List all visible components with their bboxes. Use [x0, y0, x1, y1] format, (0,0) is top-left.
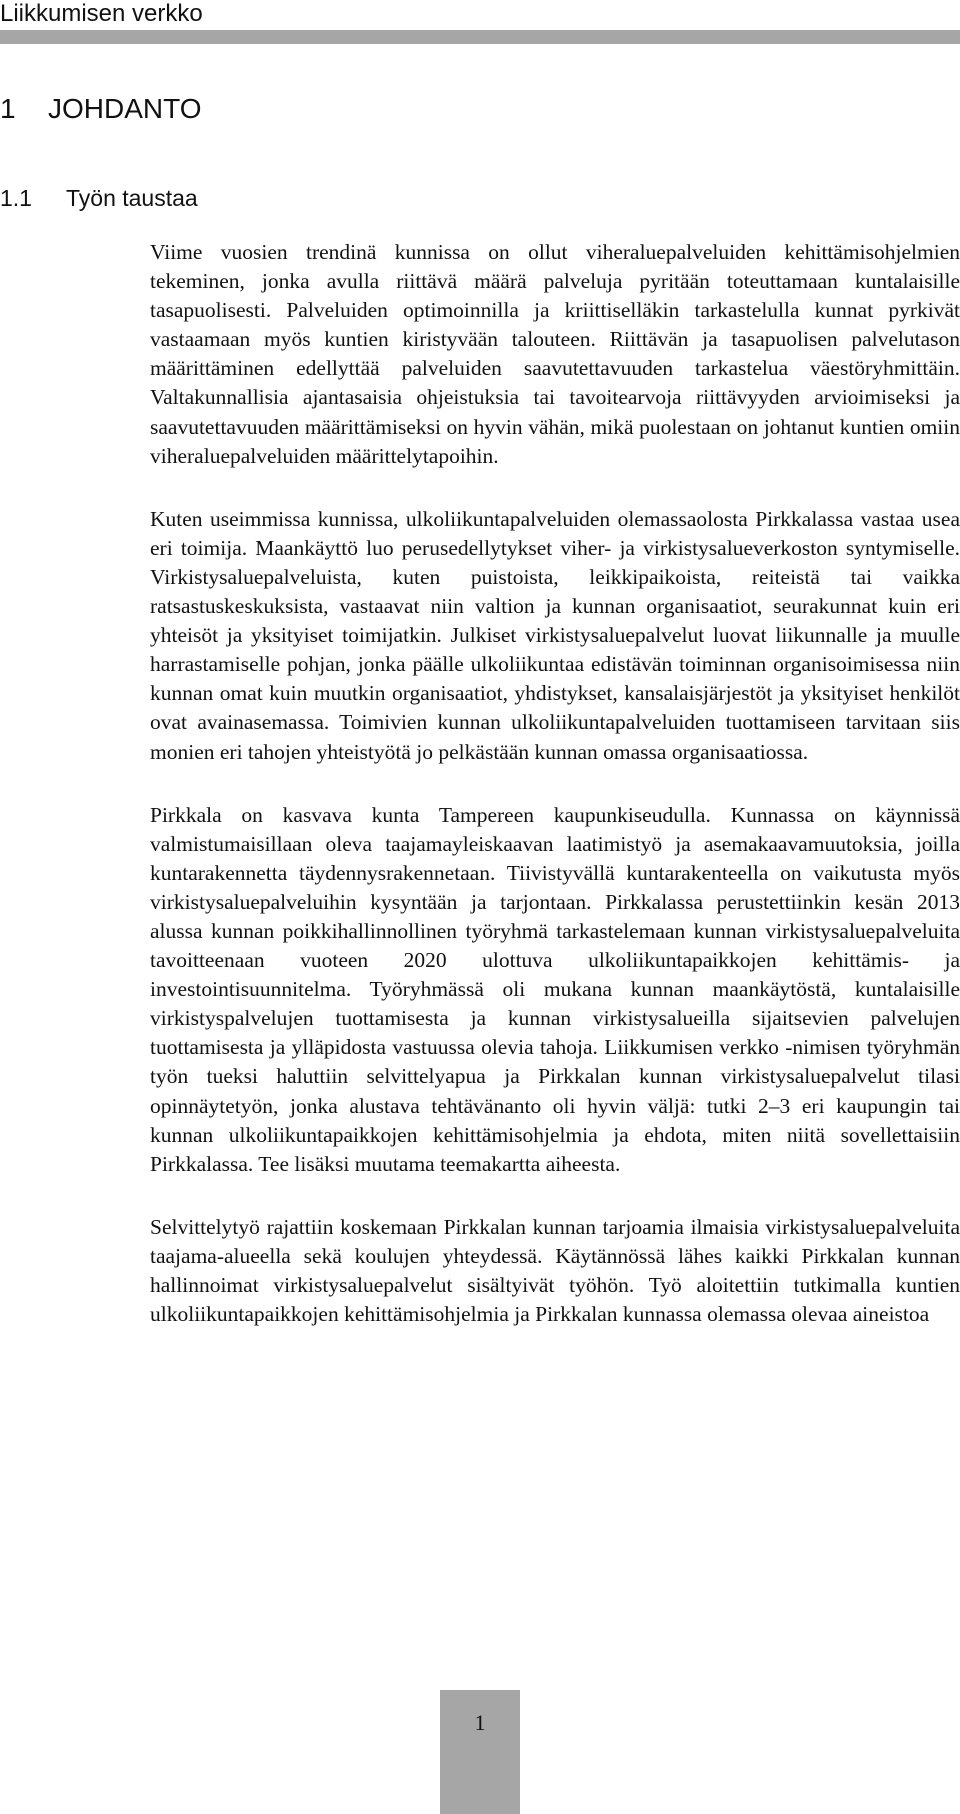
running-header: Liikkumisen verkko: [0, 0, 203, 27]
page-number: 1: [440, 1690, 520, 1814]
section-heading: [0, 183, 198, 213]
chapter-heading: [0, 92, 202, 126]
paragraph: Viime vuosien trendinä kunnissa on ollut viheraluepalveluiden kehittämisohjelmien tekeminen, jonka avulla riittävä määrä palveluja pyritään toteuttamaan kuntalaisille tasapuolisesti. Palveluiden optimoinnilla ja kriittiselläkin tarkastelulla kunnat pyrkivät vastaamaan myös kuntien kiristyvään talouteen. Riittävän ja tasapuolisen palvelutason määrittäminen edellyttää palveluiden saavutettavuuden tarkastelua väestöryhmittäin. Valtakunnallisia ajantasaisia ohjeistuksia tai tavoitearvoja riittävyyden arvioimiseksi ja saavutettavuuden määrittämiseksi on hyvin vähän, mikä puolestaan on johtanut kuntien omiin viheraluepalveluiden määrittelytapoihin.: [150, 240, 960, 468]
section-number: 1.1: [0, 185, 32, 211]
section-title: Työn taustaa: [66, 185, 198, 211]
paragraph: Kuten useimmissa kunnissa, ulkoliikuntapalveluiden olemassaolosta Pirkkalassa vastaa usea eri toimija. Maankäyttö luo perusedellytykset viher- ja virkistysalueverkoston syntymiselle. Virkistysaluepalveluista, kuten puistoista, leikkipaikoista, reiteistä tai vaikka ratsastuskeskuksista, vastaavat niin valtion ja kunnan organisaatiot, seurakunnat kuin eri yhteisöt ja yksityiset toimijatkin. Julkiset virkistysaluepalvelut luovat liikunnalle ja muulle harrastamiselle pohjan, jonka päälle ulkoliikuntaa edistävän toiminnan organisoimisessa niin kunnan omat kuin muutkin organisaatiot, yhdistykset, kansalaisjärjestöt ja yksityiset henkilöt ovat avainasemassa. Toimivien kunnan ulkoliikuntapalveluiden tuottamiseen tarvitaan siis monien eri tahojen yhteistyötä jo pelkästään kunnan omassa organisaatiossa.: [150, 506, 960, 764]
paragraph: Pirkkala on kasvava kunta Tampereen kaupunkiseudulla. Kunnassa on käynnissä valmistumaisillaan oleva taajamayleiskaavan laatimistyö ja asemakaavamuutoksia, joilla kuntarakennetta täydennysrakennetaan. Tiivistyvällä kuntarakenteella on vaikutusta myös virkistysaluepalveluihin kysyntään ja tarjontaan. Pirkkalassa perustettiinkin kesän 2013 alussa kunnan poikkihallinnollinen työryhmä tarkastelemaan kunnan virkistysaluepalveluita tavoitteenaan vuoteen 2020 ulottuva ulkoliikuntapaikkojen kehittämis- ja investointisuunnitelma. Työryhmässä oli mukana kunnan maankäytöstä, kuntalaisille virkistyspalvelujen tuottamisesta ja kunnan virkistysalueilla sijaitsevien palvelujen tuottamisesta ja ylläpidosta vastuussa olevia tahoja. Liikkumisen verkko -nimisen työryhmän työn tueksi haluttiin selvittelyapua ja Pirkkalan kunnan virkistysaluepalvelut tilasi opinnäytetyön, jonka alustava tehtävänanto oli hyvin väljä: tutki 2–3 eri kaupungin tai kunnan ulkoliikuntapaikkojen kehittämisohjelmia ja ehdota, miten niitä sovellettaisiin Pirkkalassa. Tee lisäksi muutama teemakartta aiheesta.: [150, 802, 960, 1176]
chapter-number: 1: [0, 93, 16, 124]
body-text: [150, 238, 960, 1363]
chapter-title: JOHDANTO: [48, 93, 202, 124]
paragraph: Selvittelytyö rajattiin koskemaan Pirkkalan kunnan tarjoamia ilmaisia virkistysaluepalveluita taajama-alueella sekä koulujen yhteydessä. Käytännössä lähes kaikki Pirkkalan kunnan hallinnoimat virkistysaluepalvelut sisältyivät työhön. Työ aloitettiin tutkimalla kuntien ulkoliikuntapaikkojen kehittämisohjelmia ja Pirkkalan kunnassa olemassa olevaa aineistoa: [150, 1214, 960, 1327]
header-rule: [0, 30, 960, 44]
